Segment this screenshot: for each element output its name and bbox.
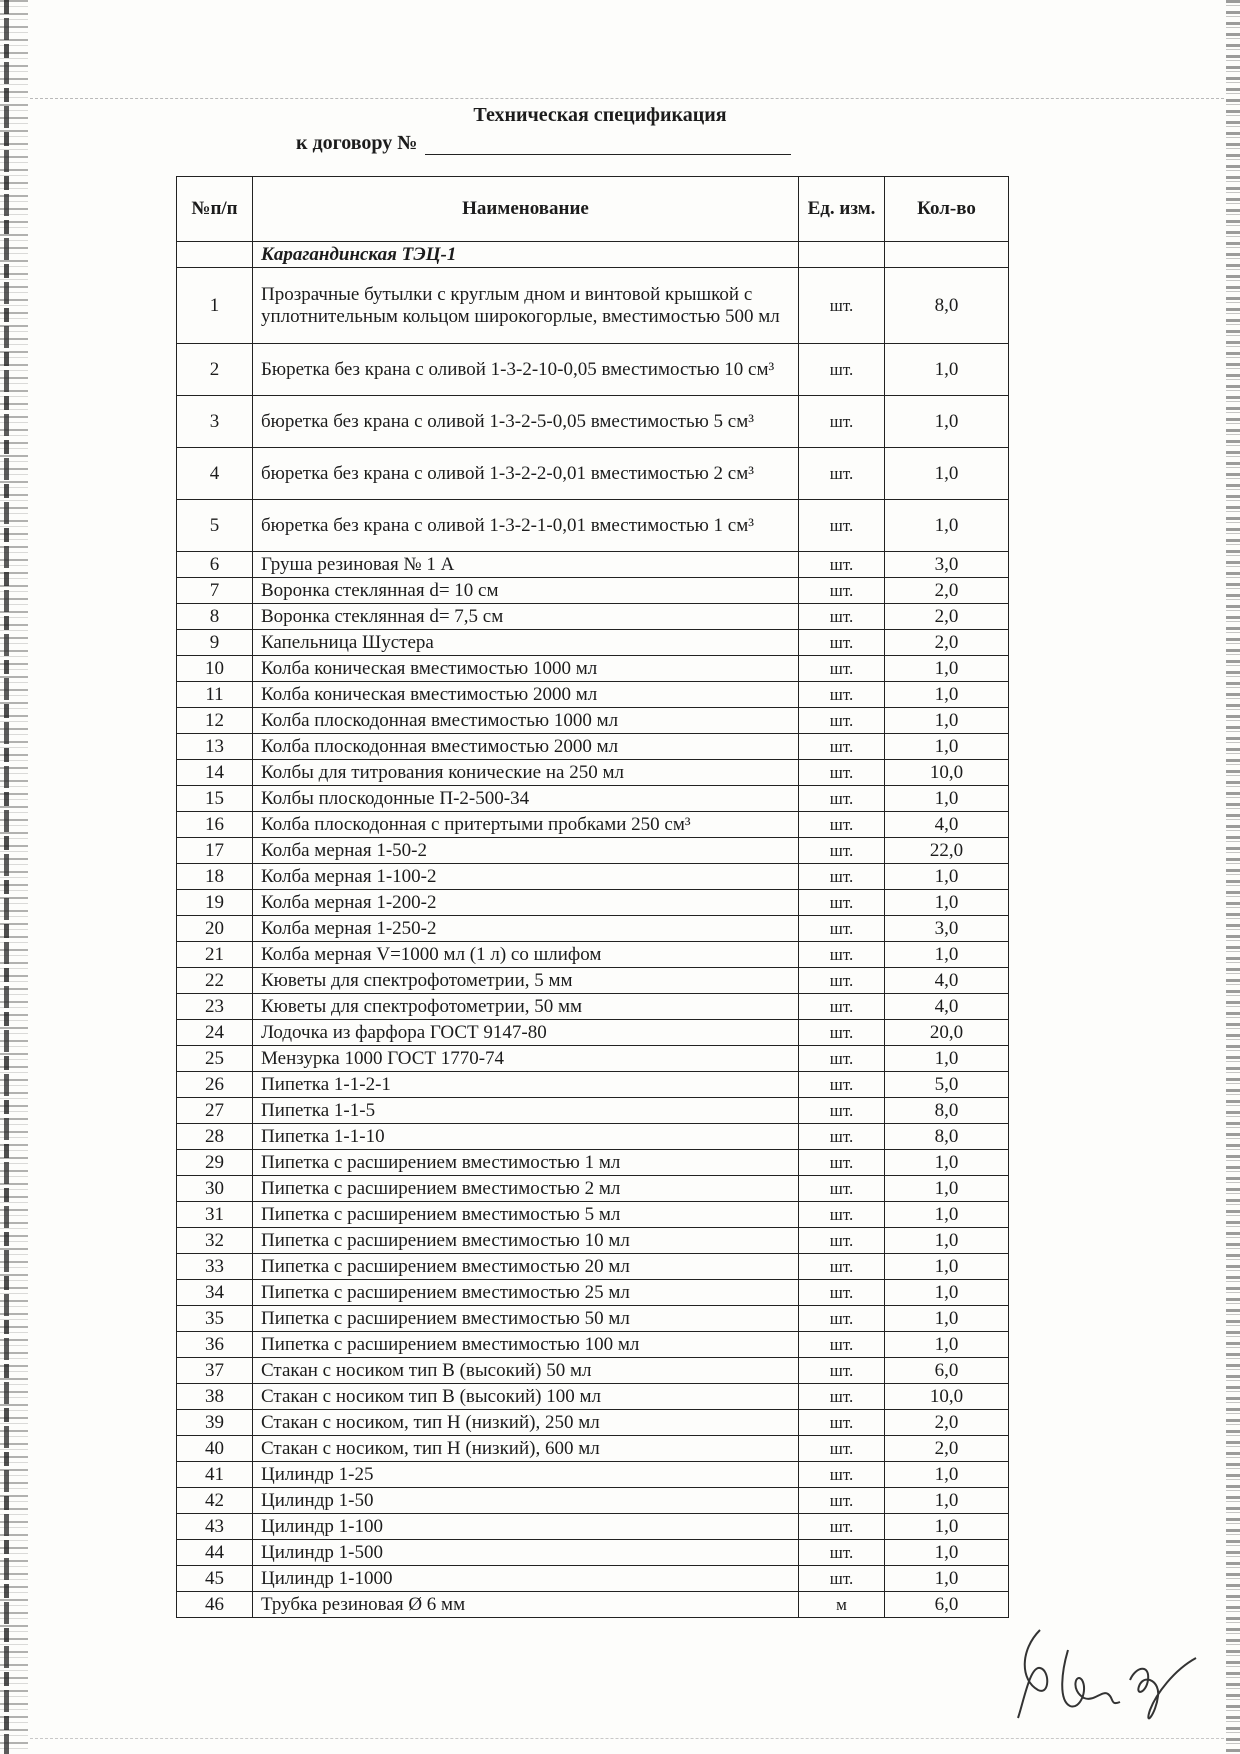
row-number: 30 — [177, 1176, 253, 1202]
row-unit: шт. — [799, 942, 885, 968]
row-name: Кюветы для спектрофотометрии, 50 мм — [253, 994, 799, 1020]
row-number: 21 — [177, 942, 253, 968]
row-qty: 4,0 — [885, 994, 1009, 1020]
row-name: Цилиндр 1-100 — [253, 1514, 799, 1540]
row-qty: 1,0 — [885, 1254, 1009, 1280]
row-number: 32 — [177, 1228, 253, 1254]
row-qty: 1,0 — [885, 864, 1009, 890]
row-number: 26 — [177, 1072, 253, 1098]
table-row — [177, 1592, 1009, 1618]
row-qty: 1,0 — [885, 1046, 1009, 1072]
row-number: 6 — [177, 552, 253, 578]
row-number: 38 — [177, 1384, 253, 1410]
section-row — [177, 242, 1009, 268]
row-qty: 2,0 — [885, 630, 1009, 656]
table-row — [177, 786, 1009, 812]
row-number: 7 — [177, 578, 253, 604]
table-row — [177, 708, 1009, 734]
header-num: №п/п — [177, 177, 253, 242]
row-number: 41 — [177, 1462, 253, 1488]
header-qty: Кол-во — [885, 177, 1009, 242]
row-number: 40 — [177, 1436, 253, 1462]
row-unit: шт. — [799, 1358, 885, 1384]
row-unit: шт. — [799, 1280, 885, 1306]
row-qty: 20,0 — [885, 1020, 1009, 1046]
row-qty: 1,0 — [885, 1202, 1009, 1228]
row-qty: 1,0 — [885, 656, 1009, 682]
row-number: 27 — [177, 1098, 253, 1124]
row-number: 14 — [177, 760, 253, 786]
row-number: 20 — [177, 916, 253, 942]
row-qty: 1,0 — [885, 1514, 1009, 1540]
header-name: Наименование — [253, 177, 799, 242]
row-name: Колба мерная 1-250-2 — [253, 916, 799, 942]
row-qty: 1,0 — [885, 786, 1009, 812]
row-number: 45 — [177, 1566, 253, 1592]
table-row — [177, 890, 1009, 916]
row-number: 8 — [177, 604, 253, 630]
row-unit: шт. — [799, 1306, 885, 1332]
row-name: Прозрачные бутылки с круглым дном и винтовой крышкой с уплотнительным кольцом широкогорлые, вместимостью 500 мл — [253, 268, 799, 344]
handwritten-signature — [1010, 1610, 1210, 1730]
table-row — [177, 864, 1009, 890]
table-row — [177, 552, 1009, 578]
row-qty: 4,0 — [885, 968, 1009, 994]
table-row — [177, 630, 1009, 656]
row-number: 29 — [177, 1150, 253, 1176]
row-number: 12 — [177, 708, 253, 734]
row-name: Колба коническая вместимостью 1000 мл — [253, 656, 799, 682]
row-name: Бюретка без крана с оливой 1-3-2-10-0,05 вместимостью 10 см³ — [253, 344, 799, 396]
row-unit: шт. — [799, 1072, 885, 1098]
table-row — [177, 1332, 1009, 1358]
row-qty: 1,0 — [885, 942, 1009, 968]
row-unit: шт. — [799, 1566, 885, 1592]
row-qty: 1,0 — [885, 682, 1009, 708]
row-unit: шт. — [799, 1150, 885, 1176]
row-number: 43 — [177, 1514, 253, 1540]
row-number: 22 — [177, 968, 253, 994]
row-name: Кюветы для спектрофотометрии, 5 мм — [253, 968, 799, 994]
table-row — [177, 1358, 1009, 1384]
row-qty: 1,0 — [885, 1488, 1009, 1514]
row-name: Стакан с носиком, тип Н (низкий), 600 мл — [253, 1436, 799, 1462]
row-qty: 1,0 — [885, 1228, 1009, 1254]
row-unit: шт. — [799, 1384, 885, 1410]
row-number: 18 — [177, 864, 253, 890]
table-row — [177, 1436, 1009, 1462]
table-row — [177, 1150, 1009, 1176]
row-number: 13 — [177, 734, 253, 760]
row-name: Колба плоскодонная с притертыми пробками 250 см³ — [253, 812, 799, 838]
table-row — [177, 268, 1009, 344]
table-row — [177, 1462, 1009, 1488]
row-number: 11 — [177, 682, 253, 708]
row-qty: 1,0 — [885, 708, 1009, 734]
row-unit: шт. — [799, 1514, 885, 1540]
row-name: Пипетка с расширением вместимостью 10 мл — [253, 1228, 799, 1254]
row-number: 42 — [177, 1488, 253, 1514]
row-name: Пипетка 1-1-2-1 — [253, 1072, 799, 1098]
row-qty: 3,0 — [885, 916, 1009, 942]
table-row — [177, 1540, 1009, 1566]
table-row — [177, 1098, 1009, 1124]
document-title: Техническая спецификация — [473, 104, 727, 126]
row-name: Колба мерная 1-50-2 — [253, 838, 799, 864]
row-qty: 1,0 — [885, 448, 1009, 500]
row-number: 34 — [177, 1280, 253, 1306]
row-unit: шт. — [799, 682, 885, 708]
scan-dashed-line-top — [30, 98, 1224, 99]
row-name: бюретка без крана с оливой 1-3-2-2-0,01 вместимостью 2 см³ — [253, 448, 799, 500]
row-qty: 10,0 — [885, 760, 1009, 786]
row-unit: шт. — [799, 1488, 885, 1514]
row-name: Стакан с носиком тип В (высокий) 100 мл — [253, 1384, 799, 1410]
row-name: Цилиндр 1-50 — [253, 1488, 799, 1514]
row-qty: 1,0 — [885, 1306, 1009, 1332]
row-number: 4 — [177, 448, 253, 500]
table-row — [177, 968, 1009, 994]
row-qty: 1,0 — [885, 396, 1009, 448]
row-name: Пипетка с расширением вместимостью 25 мл — [253, 1280, 799, 1306]
table-row — [177, 734, 1009, 760]
row-number: 5 — [177, 500, 253, 552]
row-qty: 8,0 — [885, 268, 1009, 344]
row-name: Пипетка с расширением вместимостью 20 мл — [253, 1254, 799, 1280]
row-unit: шт. — [799, 344, 885, 396]
row-unit: шт. — [799, 1098, 885, 1124]
row-qty: 22,0 — [885, 838, 1009, 864]
table-row — [177, 916, 1009, 942]
row-unit: шт. — [799, 838, 885, 864]
row-number: 46 — [177, 1592, 253, 1618]
row-number: 17 — [177, 838, 253, 864]
row-unit: шт. — [799, 760, 885, 786]
row-qty: 1,0 — [885, 344, 1009, 396]
row-number: 25 — [177, 1046, 253, 1072]
row-unit: шт. — [799, 1462, 885, 1488]
table-row — [177, 1410, 1009, 1436]
row-name: Колба плоскодонная вместимостью 1000 мл — [253, 708, 799, 734]
scan-dashed-line-bottom — [30, 1738, 1224, 1739]
row-qty: 1,0 — [885, 1280, 1009, 1306]
row-unit: шт. — [799, 786, 885, 812]
specification-table — [176, 176, 1009, 1618]
row-unit: шт. — [799, 630, 885, 656]
row-unit: шт. — [799, 994, 885, 1020]
row-qty: 3,0 — [885, 552, 1009, 578]
row-name: Пипетка 1-1-5 — [253, 1098, 799, 1124]
row-number: 39 — [177, 1410, 253, 1436]
row-name: Колбы плоскодонные П-2-500-34 — [253, 786, 799, 812]
subtitle-label: к договору № — [296, 132, 418, 154]
row-number: 28 — [177, 1124, 253, 1150]
row-unit: шт. — [799, 1540, 885, 1566]
table-row — [177, 604, 1009, 630]
row-unit: шт. — [799, 1228, 885, 1254]
row-number: 10 — [177, 656, 253, 682]
row-number: 37 — [177, 1358, 253, 1384]
row-qty: 10,0 — [885, 1384, 1009, 1410]
row-qty: 2,0 — [885, 1436, 1009, 1462]
row-number: 31 — [177, 1202, 253, 1228]
section-qty-cell — [885, 242, 1009, 268]
row-qty: 5,0 — [885, 1072, 1009, 1098]
row-number: 35 — [177, 1306, 253, 1332]
table-row — [177, 760, 1009, 786]
row-name: Колба коническая вместимостью 2000 мл — [253, 682, 799, 708]
row-name: Колба мерная 1-200-2 — [253, 890, 799, 916]
contract-number-blank — [425, 136, 791, 155]
table-row — [177, 812, 1009, 838]
row-number: 24 — [177, 1020, 253, 1046]
row-number: 19 — [177, 890, 253, 916]
row-name: Капельница Шустера — [253, 630, 799, 656]
table-row — [177, 942, 1009, 968]
row-name: Пипетка 1-1-10 — [253, 1124, 799, 1150]
row-name: Стакан с носиком, тип Н (низкий), 250 мл — [253, 1410, 799, 1436]
row-number: 36 — [177, 1332, 253, 1358]
table-row — [177, 1072, 1009, 1098]
section-num-cell — [177, 242, 253, 268]
row-qty: 1,0 — [885, 1176, 1009, 1202]
scan-edge-left-mark — [4, 0, 9, 1754]
row-qty: 1,0 — [885, 1566, 1009, 1592]
row-unit: шт. — [799, 890, 885, 916]
table-row — [177, 1566, 1009, 1592]
row-qty: 2,0 — [885, 1410, 1009, 1436]
row-name: Пипетка с расширением вместимостью 100 мл — [253, 1332, 799, 1358]
table-row — [177, 1020, 1009, 1046]
row-name: Лодочка из фарфора ГОСТ 9147-80 — [253, 1020, 799, 1046]
row-name: бюретка без крана с оливой 1-3-2-5-0,05 вместимостью 5 см³ — [253, 396, 799, 448]
row-name: Колба плоскодонная вместимостью 2000 мл — [253, 734, 799, 760]
row-name: Воронка стеклянная d= 10 см — [253, 578, 799, 604]
table-row — [177, 1280, 1009, 1306]
row-number: 15 — [177, 786, 253, 812]
row-number: 23 — [177, 994, 253, 1020]
row-name: Стакан с носиком тип В (высокий) 50 мл — [253, 1358, 799, 1384]
row-qty: 2,0 — [885, 578, 1009, 604]
section-unit-cell — [799, 242, 885, 268]
row-name: Цилиндр 1-500 — [253, 1540, 799, 1566]
row-qty: 8,0 — [885, 1098, 1009, 1124]
row-name: Колба мерная V=1000 мл (1 л) со шлифом — [253, 942, 799, 968]
row-unit: шт. — [799, 552, 885, 578]
header-unit: Ед. изм. — [799, 177, 885, 242]
row-qty: 4,0 — [885, 812, 1009, 838]
row-qty: 1,0 — [885, 890, 1009, 916]
row-qty: 1,0 — [885, 1540, 1009, 1566]
row-unit: шт. — [799, 708, 885, 734]
row-unit: шт. — [799, 396, 885, 448]
row-unit: шт. — [799, 578, 885, 604]
row-qty: 2,0 — [885, 604, 1009, 630]
table-row — [177, 1202, 1009, 1228]
row-qty: 8,0 — [885, 1124, 1009, 1150]
section-title: Карагандинская ТЭЦ-1 — [253, 242, 799, 268]
row-name: Пипетка с расширением вместимостью 1 мл — [253, 1150, 799, 1176]
row-qty: 1,0 — [885, 1332, 1009, 1358]
row-name: Пипетка с расширением вместимостью 5 мл — [253, 1202, 799, 1228]
row-unit: шт. — [799, 1124, 885, 1150]
row-unit: шт. — [799, 812, 885, 838]
table-row — [177, 656, 1009, 682]
row-qty: 6,0 — [885, 1592, 1009, 1618]
row-name: Пипетка с расширением вместимостью 2 мл — [253, 1176, 799, 1202]
table-row — [177, 500, 1009, 552]
row-unit: шт. — [799, 1332, 885, 1358]
table-row — [177, 1306, 1009, 1332]
row-name: Воронка стеклянная d= 7,5 см — [253, 604, 799, 630]
row-unit: шт. — [799, 604, 885, 630]
row-name: Колбы для титрования конические на 250 мл — [253, 760, 799, 786]
table-row — [177, 1124, 1009, 1150]
table-row — [177, 1488, 1009, 1514]
table-row — [177, 578, 1009, 604]
row-unit: шт. — [799, 1176, 885, 1202]
table-header-row — [177, 177, 1009, 242]
row-qty: 1,0 — [885, 500, 1009, 552]
row-number: 1 — [177, 268, 253, 344]
row-unit: шт. — [799, 864, 885, 890]
row-number: 9 — [177, 630, 253, 656]
row-name: Цилиндр 1-25 — [253, 1462, 799, 1488]
row-qty: 6,0 — [885, 1358, 1009, 1384]
row-qty: 1,0 — [885, 1150, 1009, 1176]
row-unit: шт. — [799, 968, 885, 994]
scan-edge-right — [1226, 0, 1240, 1754]
row-qty: 1,0 — [885, 734, 1009, 760]
row-number: 33 — [177, 1254, 253, 1280]
row-unit: шт. — [799, 1202, 885, 1228]
row-unit: шт. — [799, 1410, 885, 1436]
row-unit: шт. — [799, 1436, 885, 1462]
table-row — [177, 344, 1009, 396]
table-row — [177, 1176, 1009, 1202]
row-number: 3 — [177, 396, 253, 448]
row-number: 44 — [177, 1540, 253, 1566]
table-row — [177, 1046, 1009, 1072]
table-row — [177, 838, 1009, 864]
table-row — [177, 1254, 1009, 1280]
table-row — [177, 1228, 1009, 1254]
table-row — [177, 1384, 1009, 1410]
row-unit: шт. — [799, 1020, 885, 1046]
row-unit: шт. — [799, 1254, 885, 1280]
row-unit: шт. — [799, 1046, 885, 1072]
row-number: 2 — [177, 344, 253, 396]
row-unit: шт. — [799, 656, 885, 682]
row-name: Трубка резиновая Ø 6 мм — [253, 1592, 799, 1618]
row-name: Пипетка с расширением вместимостью 50 мл — [253, 1306, 799, 1332]
table-row — [177, 994, 1009, 1020]
table-row — [177, 448, 1009, 500]
row-number: 16 — [177, 812, 253, 838]
document-subtitle — [296, 132, 791, 155]
row-unit: шт. — [799, 500, 885, 552]
row-unit: шт. — [799, 448, 885, 500]
row-unit: шт. — [799, 734, 885, 760]
row-unit: шт. — [799, 268, 885, 344]
row-name: Колба мерная 1-100-2 — [253, 864, 799, 890]
table-row — [177, 682, 1009, 708]
row-unit: шт. — [799, 916, 885, 942]
table-row — [177, 396, 1009, 448]
row-qty: 1,0 — [885, 1462, 1009, 1488]
row-name: Груша резиновая № 1 А — [253, 552, 799, 578]
table-row — [177, 1514, 1009, 1540]
row-unit: м — [799, 1592, 885, 1618]
row-name: бюретка без крана с оливой 1-3-2-1-0,01 вместимостью 1 см³ — [253, 500, 799, 552]
row-name: Цилиндр 1-1000 — [253, 1566, 799, 1592]
row-name: Мензурка 1000 ГОСТ 1770-74 — [253, 1046, 799, 1072]
